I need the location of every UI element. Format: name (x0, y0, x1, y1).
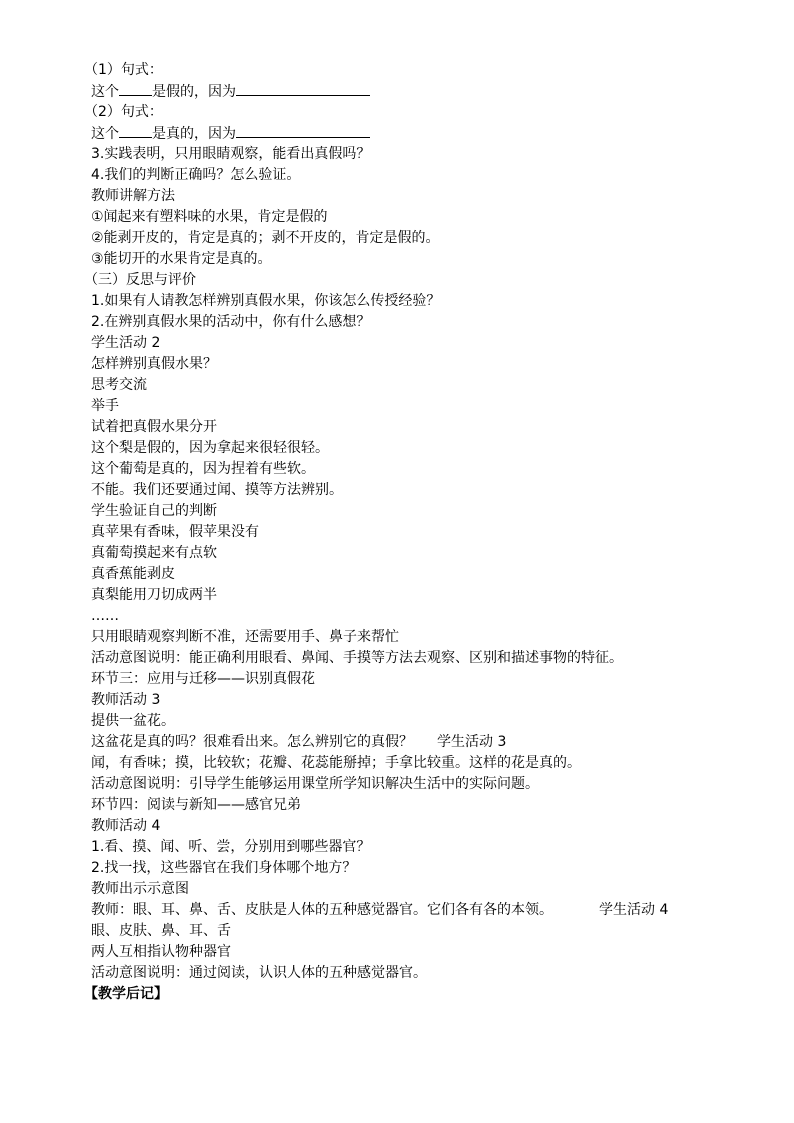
section-reflection-heading: （三）反思与评价 (84, 272, 196, 288)
activity-intent-2: 活动意图说明：引导学生能够运用课堂所学知识解决生活中的实际问题。 (91, 776, 539, 792)
teacher-statement-row (91, 900, 741, 921)
fill-blank-reason-2 (236, 123, 370, 138)
provide-flower: 提供一盆花。 (91, 713, 175, 729)
teacher-activity-3-heading: 教师活动 3 (91, 692, 161, 708)
separate-fruits: 试着把真假水果分开 (91, 419, 217, 435)
ellipsis: …… (91, 608, 119, 624)
reflection-question-1: 1.如果有人请教怎样辨别真假水果，你该怎么传授经验？ (91, 293, 441, 309)
method-item-1: ①闻起来有塑料味的水果，肯定是假的 (91, 209, 328, 225)
sentence-pattern-1 (91, 81, 741, 102)
fill-blank-object-1 (119, 81, 152, 96)
fill-blank-reason-1 (236, 81, 370, 96)
pear-finding: 真梨能用刀切成两半 (91, 587, 217, 603)
sentence-pattern-2-label: （2）句式： (84, 104, 163, 120)
banana-finding: 真香蕉能剥皮 (91, 566, 175, 582)
pair-identify-organs: 两人互相指认物种器官 (91, 944, 231, 960)
apple-finding: 真苹果有香味，假苹果没有 (91, 524, 259, 540)
student-activity-3-heading: 学生活动 3 (437, 734, 507, 750)
flower-question-row (91, 732, 741, 753)
sentence-pattern-2 (91, 123, 741, 144)
teacher-shows-diagram: 教师出示示意图 (91, 881, 189, 897)
sentence-pattern-2-prefix: 这个 (91, 126, 119, 142)
verify-judgement: 学生验证自己的判断 (91, 503, 217, 519)
teacher-statement: 教师：眼、耳、鼻、舌、皮肤是人体的五种感觉器官。它们各有各的本领。 (91, 902, 553, 918)
cannot-answer: 不能。我们还要通过闻、摸等方法辨别。 (91, 482, 343, 498)
document-page (84, 60, 741, 1005)
teaching-notes-heading: 【教学后记】 (84, 986, 168, 1002)
stage-4-heading: 环节四：阅读与新知——感官兄弟 (91, 797, 301, 813)
senses-list: 眼、皮肤、鼻、耳、舌 (91, 923, 231, 939)
pear-answer: 这个梨是假的，因为拿起来很轻很轻。 (91, 440, 329, 456)
student-activity-2-question: 怎样辨别真假水果？ (91, 356, 217, 372)
flower-answer: 闻，有香味；摸，比较软；花瓣、花蕊能掰掉；手拿比较重。这样的花是真的。 (91, 755, 581, 771)
flower-question: 这盆花是真的吗？很难看出来。怎么辨别它的真假？ (91, 734, 413, 750)
raise-hand: 举手 (91, 398, 119, 414)
teacher-explains-method: 教师讲解方法 (91, 188, 175, 204)
sentence-pattern-1-prefix: 这个 (91, 84, 119, 100)
sentence-pattern-1-middle: 是假的，因为 (152, 84, 236, 100)
grape-finding: 真葡萄摸起来有点软 (91, 545, 217, 561)
question-3: 3.实践表明，只用眼睛观察，能看出真假吗？ (91, 146, 371, 162)
teacher-activity-4-heading: 教师活动 4 (91, 818, 161, 834)
activity-intent-1: 活动意图说明：能正确利用眼看、鼻闻、手摸等方法去观察、区别和描述事物的特征。 (91, 650, 623, 666)
activity-intent-3: 活动意图说明：通过阅读，认识人体的五种感觉器官。 (91, 965, 427, 981)
question-4: 4.我们的判断正确吗？怎么验证。 (91, 167, 301, 183)
senses-question-2: 2.找一找，这些器官在我们身体哪个地方？ (91, 860, 357, 876)
sentence-pattern-2-middle: 是真的，因为 (152, 126, 236, 142)
reflection-question-2: 2.在辨别真假水果的活动中，你有什么感想？ (91, 314, 371, 330)
method-item-2: ②能剥开皮的，肯定是真的；剥不开皮的，肯定是假的。 (91, 230, 440, 246)
senses-question-1: 1.看、摸、闻、听、尝，分别用到哪些器官？ (91, 839, 371, 855)
think-and-discuss: 思考交流 (91, 377, 147, 393)
student-activity-2-heading: 学生活动 2 (91, 335, 161, 351)
student-activity-4-heading: 学生活动 4 (599, 902, 669, 918)
stage-3-heading: 环节三：应用与迁移——识别真假花 (91, 671, 315, 687)
conclusion: 只用眼睛观察判断不准，还需要用手、鼻子来帮忙 (91, 629, 399, 645)
grape-answer: 这个葡萄是真的，因为捏着有些软。 (91, 461, 315, 477)
sentence-pattern-1-label: （1）句式： (84, 62, 163, 78)
method-item-3: ③能切开的水果肯定是真的。 (91, 251, 272, 267)
fill-blank-object-2 (119, 123, 152, 138)
